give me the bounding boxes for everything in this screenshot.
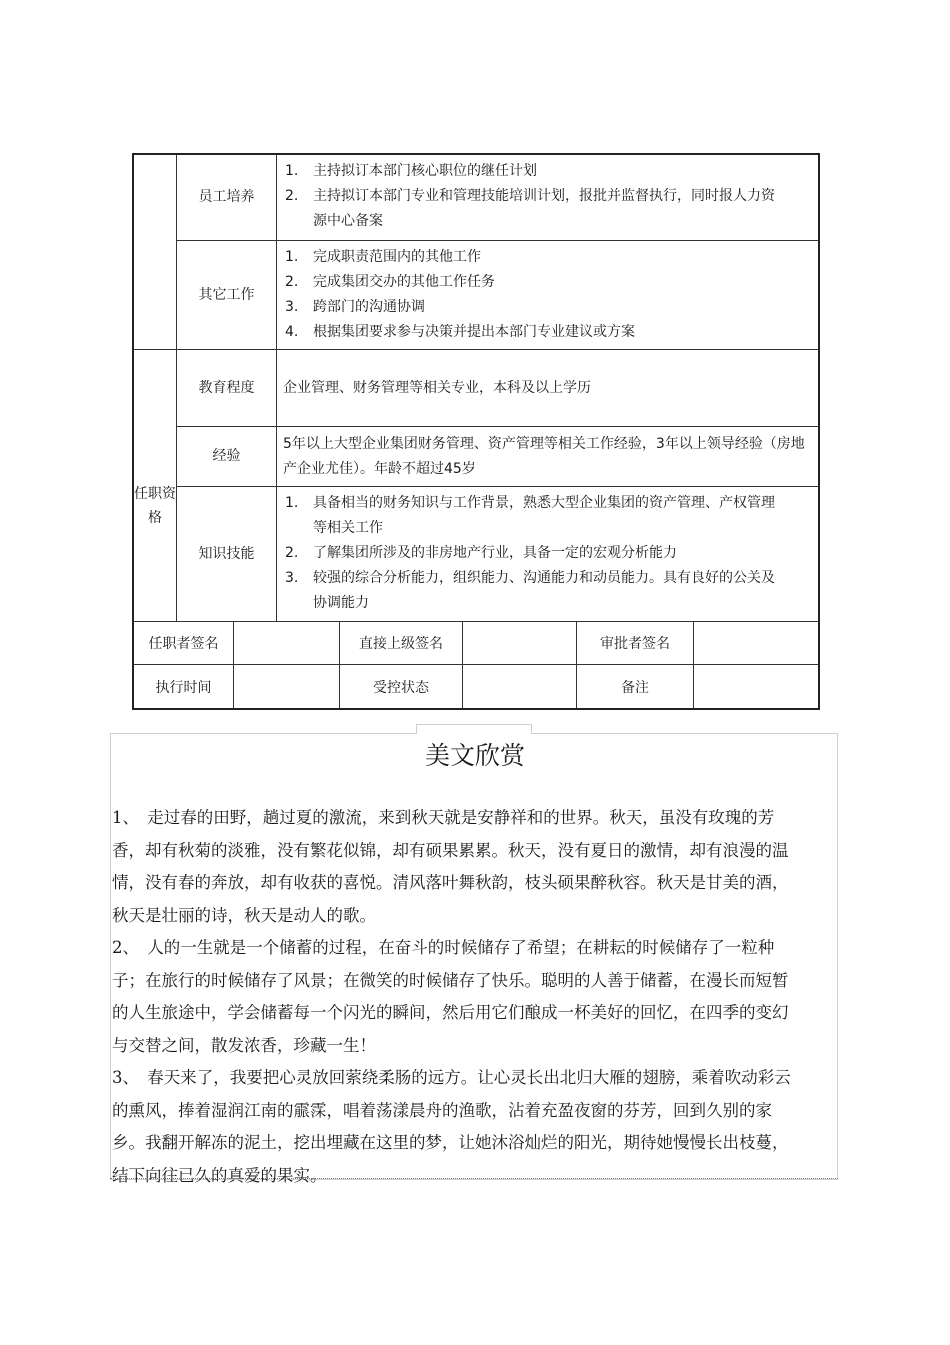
list-item: 3. 较强的综合分析能力，组织能力、沟通能力和动员能力。具有良好的公关及协调能力 [285, 570, 775, 611]
experience-value: 5年以上大型企业集团财务管理、资产管理等相关工作经验，3年以上领导经验（房地产企业尤佳）。年龄不超过45岁 [283, 435, 805, 477]
list-item: 2. 完成集团交办的其他工作任务 [285, 274, 495, 290]
job-description-table [132, 153, 820, 710]
approver-signature-field[interactable] [694, 622, 818, 664]
supervisor-signature-label: 直接上级签名 [340, 622, 463, 664]
list-item: 2. 主持拟订本部门专业和管理技能培训计划，报批并监督执行，同时报人力资源中心备案 [285, 188, 775, 229]
duty-content [277, 241, 818, 349]
exec-time-field[interactable] [234, 665, 340, 708]
list-item: 1. 主持拟订本部门核心职位的继任计划 [285, 163, 537, 179]
essay-paragraph: 2、 人的一生就是一个储蓄的过程，在奋斗的时候储存了希望；在耕耘的时候储存了一粒种子；在旅行的时候储存了风景；在微笑的时候储存了快乐。聪明的人善于储蓄，在漫长而短暂的人生旅途中，学会储蓄每一个闪光的瞬间，然后用它们酿成一杯美好的回忆，在四季的变幻与交替之间，散发浓香，珍藏一生！ [112, 938, 789, 1055]
experience-row [177, 427, 818, 487]
duty-label: 其它工作 [177, 241, 277, 349]
duties-block [134, 155, 818, 350]
list-item: 4. 根据集团要求参与决策并提出本部门专业建议或方案 [285, 324, 635, 340]
supervisor-signature-field[interactable] [463, 622, 577, 664]
duties-category-cell [134, 155, 177, 349]
essay-bottom-rule [110, 1178, 838, 1179]
essay-paragraph: 1、 走过春的田野，趟过夏的激流，来到秋天就是安静祥和的世界。秋天，虽没有玫瑰的芳香，却有秋菊的淡雅，没有繁花似锦，却有硕果累累。秋天，没有夏日的激情，却有浪漫的温情，没有春的奔放，却有收获的喜悦。清风落叶舞秋韵，枝头硕果醉秋容。秋天是甘美的酒，秋天是壮丽的诗，秋天是动人的歌。 [112, 808, 789, 925]
meta-row [134, 665, 818, 708]
signature-row [134, 622, 818, 665]
holder-signature-label: 任职者签名 [134, 622, 234, 664]
duty-row-training [177, 155, 818, 241]
qualification-category: 任职资格 [134, 350, 177, 621]
remarks-field[interactable] [694, 665, 818, 708]
experience-label: 经验 [177, 427, 277, 486]
duty-label: 员工培养 [177, 155, 277, 240]
list-item: 2. 了解集团所涉及的非房地产行业，具备一定的宏观分析能力 [285, 545, 677, 561]
skills-content [277, 487, 818, 621]
education-value: 企业管理、财务管理等相关专业，本科及以上学历 [283, 379, 591, 396]
essay-body [112, 802, 802, 1192]
essay-frame-tab [416, 724, 532, 734]
control-status-label: 受控状态 [340, 665, 463, 708]
list-item: 1. 具备相当的财务知识与工作背景，熟悉大型企业集团的资产管理、产权管理等相关工作 [285, 495, 775, 536]
skills-label: 知识技能 [177, 487, 277, 621]
remarks-label: 备注 [577, 665, 694, 708]
skills-row [177, 487, 818, 621]
education-label: 教育程度 [177, 350, 277, 426]
qualification-block [134, 350, 818, 622]
essay-paragraph: 3、 春天来了，我要把心灵放回萦绕柔肠的远方。让心灵长出北归大雁的翅膀，乘着吹动彩云的熏风，捧着湿润江南的霢霂，唱着荡漾晨舟的渔歌，沾着充盈夜窗的芬芳，回到久别的家乡。我翻开解冻的泥土，挖出埋藏在这里的梦，让她沐浴灿烂的阳光，期待她慢慢长出枝蔓，结下向往已久的真爱的果实。 [112, 1068, 791, 1185]
list-item: 1. 完成职责范围内的其他工作 [285, 249, 481, 265]
education-row [177, 350, 818, 427]
duty-content [277, 155, 818, 240]
exec-time-label: 执行时间 [134, 665, 234, 708]
essay-title: 美文欣赏 [424, 741, 525, 770]
duty-row-other [177, 241, 818, 349]
approver-signature-label: 审批者签名 [577, 622, 694, 664]
list-item: 3. 跨部门的沟通协调 [285, 299, 425, 315]
holder-signature-field[interactable] [234, 622, 340, 664]
control-status-field[interactable] [463, 665, 577, 708]
